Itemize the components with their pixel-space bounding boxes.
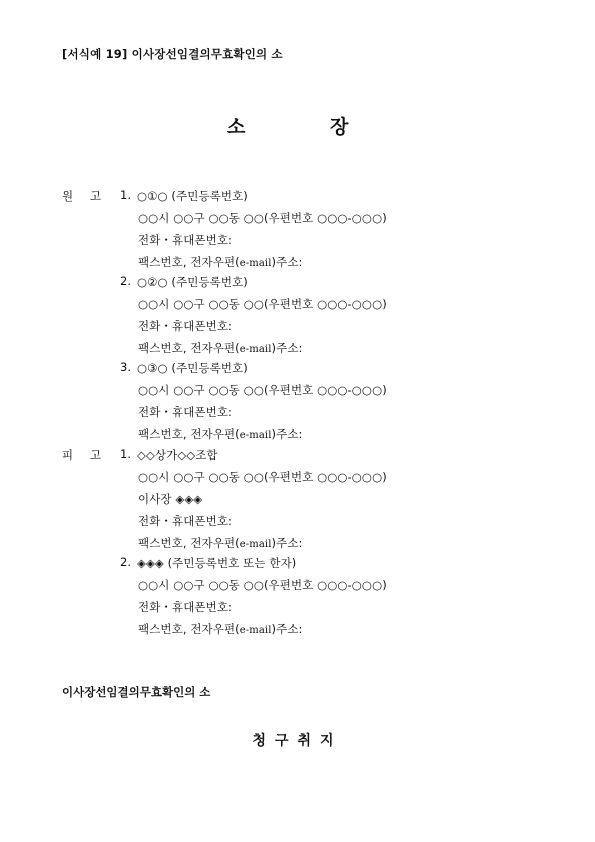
fax-label: 팩스번호, 전자우편( xyxy=(138,255,240,269)
plaintiff-1-fax-email xyxy=(138,254,303,270)
party-name: ○①○ (주민등록번호) xyxy=(137,189,248,203)
document-title xyxy=(0,112,595,136)
entry-number: 2. xyxy=(120,274,132,288)
label-char: 고 xyxy=(90,448,102,462)
plaintiff-3-phone: 전화・휴대폰번호: xyxy=(138,405,233,419)
section-title-claim: 청구취지 xyxy=(252,733,343,749)
party-name: ◇◇상가◇◇조합 xyxy=(137,448,218,462)
party-name: ○③○ (주민등록번호) xyxy=(137,361,248,375)
defendant-2-phone: 전화・휴대폰번호: xyxy=(138,600,233,614)
party-name: ◈◈◈ (주민등록번호 또는 한자) xyxy=(137,556,297,570)
plaintiff-3-address: ○○시 ○○구 ○○동 ○○(우편번호 ○○○-○○○) xyxy=(138,383,387,397)
defendant-1-fax-email xyxy=(138,535,303,551)
title-char: 장 xyxy=(330,116,349,138)
entry-number: 2. xyxy=(120,555,132,569)
email-word: e-mail xyxy=(239,430,272,441)
plaintiff-2-fax-email xyxy=(138,340,303,356)
plaintiff-2-address: ○○시 ○○구 ○○동 ○○(우편번호 ○○○-○○○) xyxy=(138,297,387,311)
label-char: 피 xyxy=(62,448,74,462)
plaintiff-2-phone: 전화・휴대폰번호: xyxy=(138,319,233,333)
email-word: e-mail xyxy=(239,625,272,636)
title-char: 소 xyxy=(227,116,246,138)
label-char: 원 xyxy=(62,189,74,203)
label-char: 고 xyxy=(90,189,102,203)
fax-label: 팩스번호, 전자우편( xyxy=(138,622,240,636)
plaintiff-3-fax-email xyxy=(138,426,303,442)
defendant-1-representative: 이사장 ◈◈◈ xyxy=(138,492,203,506)
email-word: e-mail xyxy=(239,344,272,355)
email-word: e-mail xyxy=(239,539,272,550)
entry-number: 3. xyxy=(120,360,132,374)
entry-number: 1. xyxy=(120,447,132,461)
case-name: 이사장선임결의무효확인의 소 xyxy=(62,685,211,699)
defendant-1-address: ○○시 ○○구 ○○동 ○○(우편번호 ○○○-○○○) xyxy=(138,470,387,484)
email-word: e-mail xyxy=(239,258,272,269)
defendant-1-phone: 전화・휴대폰번호: xyxy=(138,514,233,528)
fax-label: 팩스번호, 전자우편( xyxy=(138,536,240,550)
defendant-2-address: ○○시 ○○구 ○○동 ○○(우편번호 ○○○-○○○) xyxy=(138,578,387,592)
fax-label: 팩스번호, 전자우편( xyxy=(138,341,240,355)
party-name: ○②○ (주민등록번호) xyxy=(137,275,248,289)
fax-label: 팩스번호, 전자우편( xyxy=(138,427,240,441)
address-label: )주소: xyxy=(271,622,303,636)
plaintiff-1-phone: 전화・휴대폰번호: xyxy=(138,233,233,247)
entry-number: 1. xyxy=(120,188,132,202)
address-label: )주소: xyxy=(271,341,303,355)
defendant-2-fax-email xyxy=(138,621,303,637)
form-header: [서식예 19] 이사장선임결의무효확인의 소 xyxy=(62,47,283,61)
plaintiff-1-address: ○○시 ○○구 ○○동 ○○(우편번호 ○○○-○○○) xyxy=(138,211,387,225)
address-label: )주소: xyxy=(271,536,303,550)
address-label: )주소: xyxy=(271,427,303,441)
address-label: )주소: xyxy=(271,255,303,269)
